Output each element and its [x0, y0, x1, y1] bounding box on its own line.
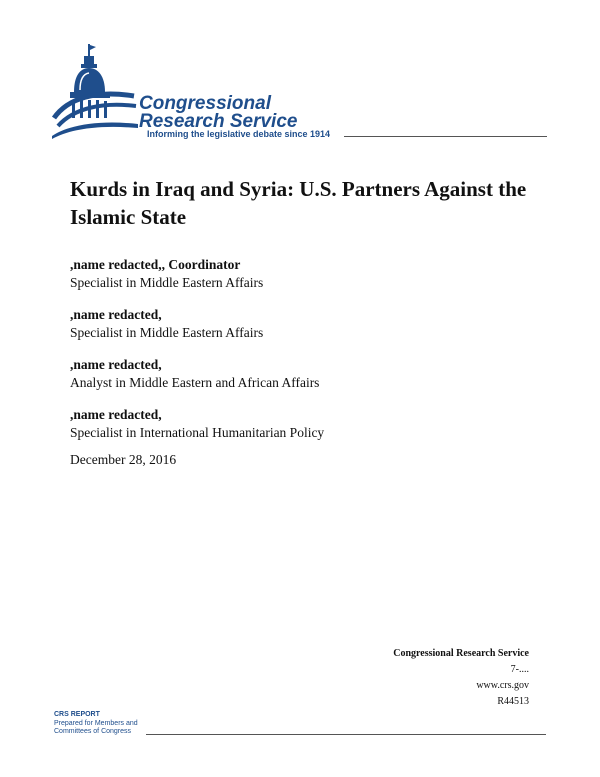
footer-label	[54, 711, 138, 737]
footer-line1: Prepared for Members and	[54, 719, 138, 727]
author-entry	[70, 256, 530, 292]
author-entry	[70, 406, 530, 442]
tagline: Informing the legislative debate since 1914	[147, 129, 331, 139]
author-entry	[70, 356, 530, 392]
author-name: ,name redacted,, Coordinator	[70, 257, 241, 272]
author-name: ,name redacted,	[70, 307, 162, 322]
author-role: Analyst in Middle Eastern and African Affairs	[70, 375, 320, 390]
report-date: December 28, 2016	[70, 452, 177, 467]
footer-rule	[146, 734, 546, 735]
author-role: Specialist in Middle Eastern Affairs	[70, 275, 264, 290]
author-list	[70, 256, 530, 456]
report-title: Kurds in Iraq and Syria: U.S. Partners Against the Islamic State	[70, 177, 527, 229]
author-entry	[70, 306, 530, 342]
author-name: ,name redacted,	[70, 407, 162, 422]
author-name: ,name redacted,	[70, 357, 162, 372]
author-role: Specialist in Middle Eastern Affairs	[70, 325, 264, 340]
crs-website-link[interactable]: www.crs.gov	[476, 680, 529, 691]
capitol-dome-icon	[50, 40, 145, 140]
author-role: Specialist in International Humanitarian Policy	[70, 425, 325, 440]
tagline-rule	[344, 136, 547, 137]
org-name-line2: Research Service	[139, 111, 298, 132]
footer-line2: Committees of Congress	[54, 728, 132, 735]
report-number: R44513	[497, 696, 529, 707]
crs-name: Congressional Research Service	[393, 648, 529, 659]
crs-info-block	[393, 646, 529, 710]
crs-logo	[50, 40, 550, 145]
crs-report-label: CRS REPORT	[54, 711, 100, 718]
crs-code: 7-....	[510, 664, 529, 675]
org-name-line1: Congressional	[139, 93, 271, 114]
